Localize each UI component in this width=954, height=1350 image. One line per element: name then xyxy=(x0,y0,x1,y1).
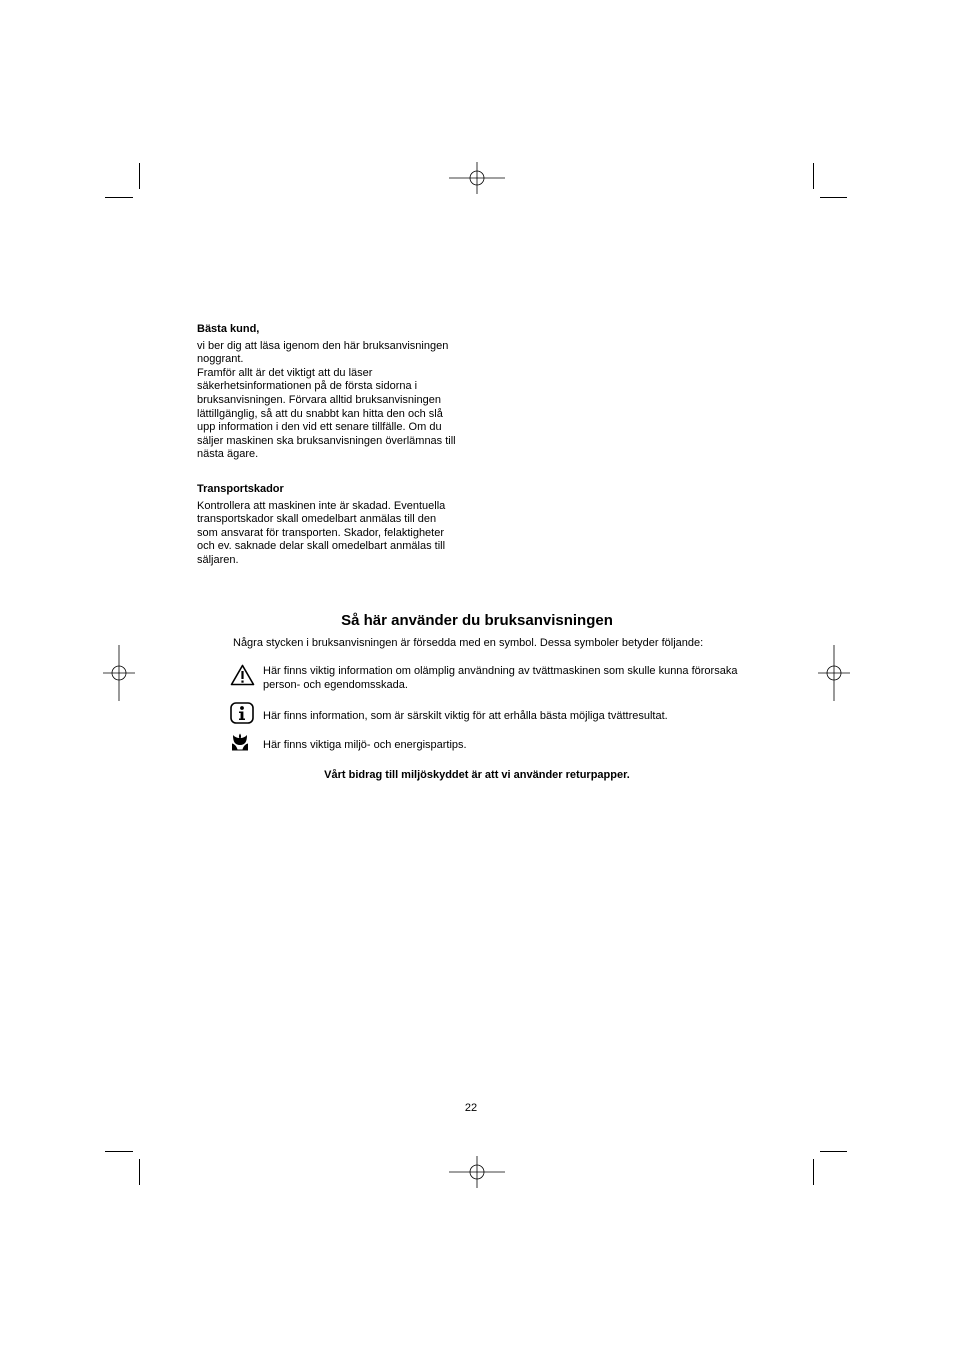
transport-section xyxy=(197,483,477,568)
symbol-text-environment: Här finns viktiga miljö- och energispartips. xyxy=(263,739,467,751)
crop-mark-top-left-vertical xyxy=(139,163,140,189)
crop-mark-bottom-left-vertical xyxy=(139,1159,140,1185)
transport-heading: Transportskador xyxy=(197,483,284,495)
registration-mark-right xyxy=(806,645,862,701)
information-icon xyxy=(230,702,254,729)
greeting-heading: Bästa kund, xyxy=(197,323,260,335)
crop-mark-top-right-horizontal xyxy=(820,197,847,198)
crop-mark-bottom-left-horizontal xyxy=(105,1151,133,1152)
registration-mark-left xyxy=(91,645,147,701)
greeting-section xyxy=(197,323,477,462)
closing-statement: Vårt bidrag till miljöskyddet är att vi använder returpapper. xyxy=(324,769,630,781)
page-number: 22 xyxy=(464,1102,478,1114)
warning-triangle-icon xyxy=(230,664,255,691)
crop-mark-top-right-vertical xyxy=(813,163,814,189)
symbol-text-information: Här finns information, som är särskilt viktig för att erhålla bästa möjliga tvättresultat. xyxy=(263,710,668,722)
crop-mark-top-left-horizontal xyxy=(105,197,133,198)
crop-mark-bottom-right-vertical xyxy=(813,1159,814,1185)
registration-mark-top xyxy=(449,150,505,206)
greeting-body: vi ber dig att läsa igenom den här bruksanvisningen noggrant. Framför allt är det viktigt att du läser säkerhetsinformationen på de första sidorna i bruksanvisningen. Förvara alltid bruksanvisningen lättillgänglig, så att du snabbt kan hitta den och slå upp information i den vid ett senare tillfälle. Om du säljer maskinen ska bruksanvisningen överlämnas till nästa ägare. xyxy=(197,339,456,461)
section-intro: Några stycken i bruksanvisningen är försedda med en symbol. Dessa symboler betyder följande: xyxy=(233,637,704,649)
environment-flower-icon xyxy=(230,732,250,757)
symbol-text-warning: Här finns viktig information om olämplig användning av tvättmaskinen som skulle kunna förorsaka person- och egendomsskada. xyxy=(263,665,738,691)
registration-mark-bottom xyxy=(449,1144,505,1200)
section-title: Så här använder du bruksanvisningen xyxy=(341,612,613,629)
transport-body: Kontrollera att maskinen inte är skadad. Eventuella transportskador skall omedelbart anmälas till den som ansvarat för transporten. Skador, felaktigheter och ev. saknade delar skall omedelbart anmälas till säljaren. xyxy=(197,499,446,566)
crop-mark-bottom-right-horizontal xyxy=(820,1151,847,1152)
